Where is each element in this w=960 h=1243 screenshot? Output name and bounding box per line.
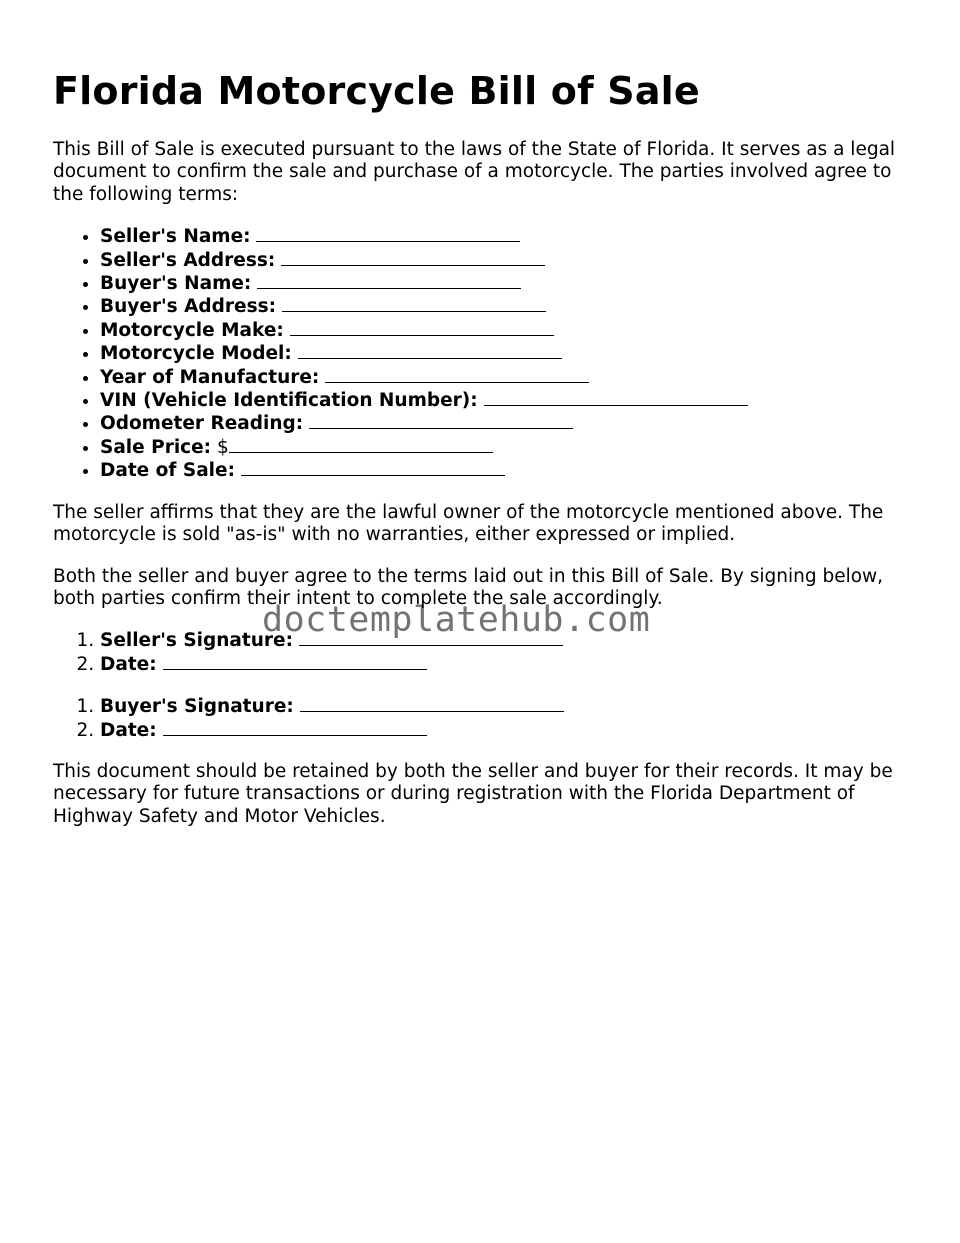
signature-label: Buyer's Signature: bbox=[100, 696, 294, 718]
fill-in-blank[interactable] bbox=[229, 436, 493, 453]
field-label: Seller's Name: bbox=[100, 226, 251, 248]
fill-in-blank[interactable] bbox=[257, 272, 521, 289]
fill-in-blank[interactable] bbox=[256, 225, 520, 242]
field-vin bbox=[100, 389, 923, 412]
fill-in-blank[interactable] bbox=[241, 459, 505, 476]
field-label: Sale Price: bbox=[100, 436, 212, 458]
signature-label: Seller's Signature: bbox=[100, 630, 293, 652]
field-sellers-address bbox=[100, 249, 923, 272]
retention-paragraph: This document should be retained by both the seller and buyer for their records. It may be necessary for future transactions or during registration with the Florida Department of Highway Safety and Motor Vehicles. bbox=[53, 760, 893, 827]
field-label: Year of Manufacture: bbox=[100, 366, 320, 388]
field-label: Motorcycle Make: bbox=[100, 319, 284, 341]
seller-signature-line bbox=[100, 629, 923, 652]
field-label: Buyer's Address: bbox=[100, 296, 277, 318]
buyer-date-line bbox=[100, 719, 923, 742]
date-blank[interactable] bbox=[163, 653, 427, 670]
field-sale-price bbox=[100, 436, 923, 459]
field-label: Seller's Address: bbox=[100, 249, 276, 271]
field-motorcycle-make bbox=[100, 319, 923, 342]
field-buyers-name bbox=[100, 272, 923, 295]
seller-date-line bbox=[100, 653, 923, 676]
fill-in-blank[interactable] bbox=[325, 366, 589, 383]
field-sellers-name bbox=[100, 225, 923, 248]
field-label: Motorcycle Model: bbox=[100, 343, 292, 365]
field-year-of-manufacture bbox=[100, 366, 923, 389]
field-label: Odometer Reading: bbox=[100, 413, 304, 435]
field-motorcycle-model bbox=[100, 342, 923, 365]
signature-blank[interactable] bbox=[299, 629, 563, 646]
fill-in-blank[interactable] bbox=[281, 249, 545, 266]
date-label: Date: bbox=[100, 719, 157, 741]
fill-in-blank[interactable] bbox=[298, 342, 562, 359]
date-blank[interactable] bbox=[163, 719, 427, 736]
fill-in-blank[interactable] bbox=[282, 295, 546, 312]
field-date-of-sale bbox=[100, 459, 923, 482]
buyer-signature-list bbox=[53, 695, 923, 742]
buyer-signature-line bbox=[100, 695, 923, 718]
agreement-paragraph: Both the seller and buyer agree to the terms laid out in this Bill of Sale. By signing below, both parties confirm their intent to complete the sale accordingly. bbox=[53, 565, 884, 609]
signature-blank[interactable] bbox=[300, 695, 564, 712]
field-label: VIN (Vehicle Identification Number): bbox=[100, 390, 478, 412]
fill-in-blank[interactable] bbox=[309, 412, 573, 429]
watermark-text: doctemplatehub.com bbox=[262, 600, 651, 640]
field-buyers-address bbox=[100, 295, 923, 318]
seller-signature-list bbox=[53, 629, 923, 676]
sale-fields-list bbox=[53, 225, 923, 482]
affirmation-paragraph: The seller affirms that they are the lawful owner of the motorcycle mentioned above. The motorcycle is sold "as-is" with no warranties, either expressed or implied. bbox=[53, 501, 884, 546]
page-title: Florida Motorcycle Bill of Sale bbox=[53, 69, 700, 113]
currency-symbol: $ bbox=[216, 436, 229, 458]
intro-paragraph: This Bill of Sale is executed pursuant to the laws of the State of Florida. It serves as a legal document to confirm the sale and purchase of a motorcycle. The parties involved agree to the following terms: bbox=[53, 139, 896, 205]
field-odometer-reading bbox=[100, 412, 923, 435]
fill-in-blank[interactable] bbox=[484, 389, 748, 406]
field-label: Buyer's Name: bbox=[100, 273, 252, 295]
document-body bbox=[53, 139, 923, 847]
field-label: Date of Sale: bbox=[100, 460, 235, 482]
date-label: Date: bbox=[100, 653, 157, 675]
fill-in-blank[interactable] bbox=[290, 319, 554, 336]
